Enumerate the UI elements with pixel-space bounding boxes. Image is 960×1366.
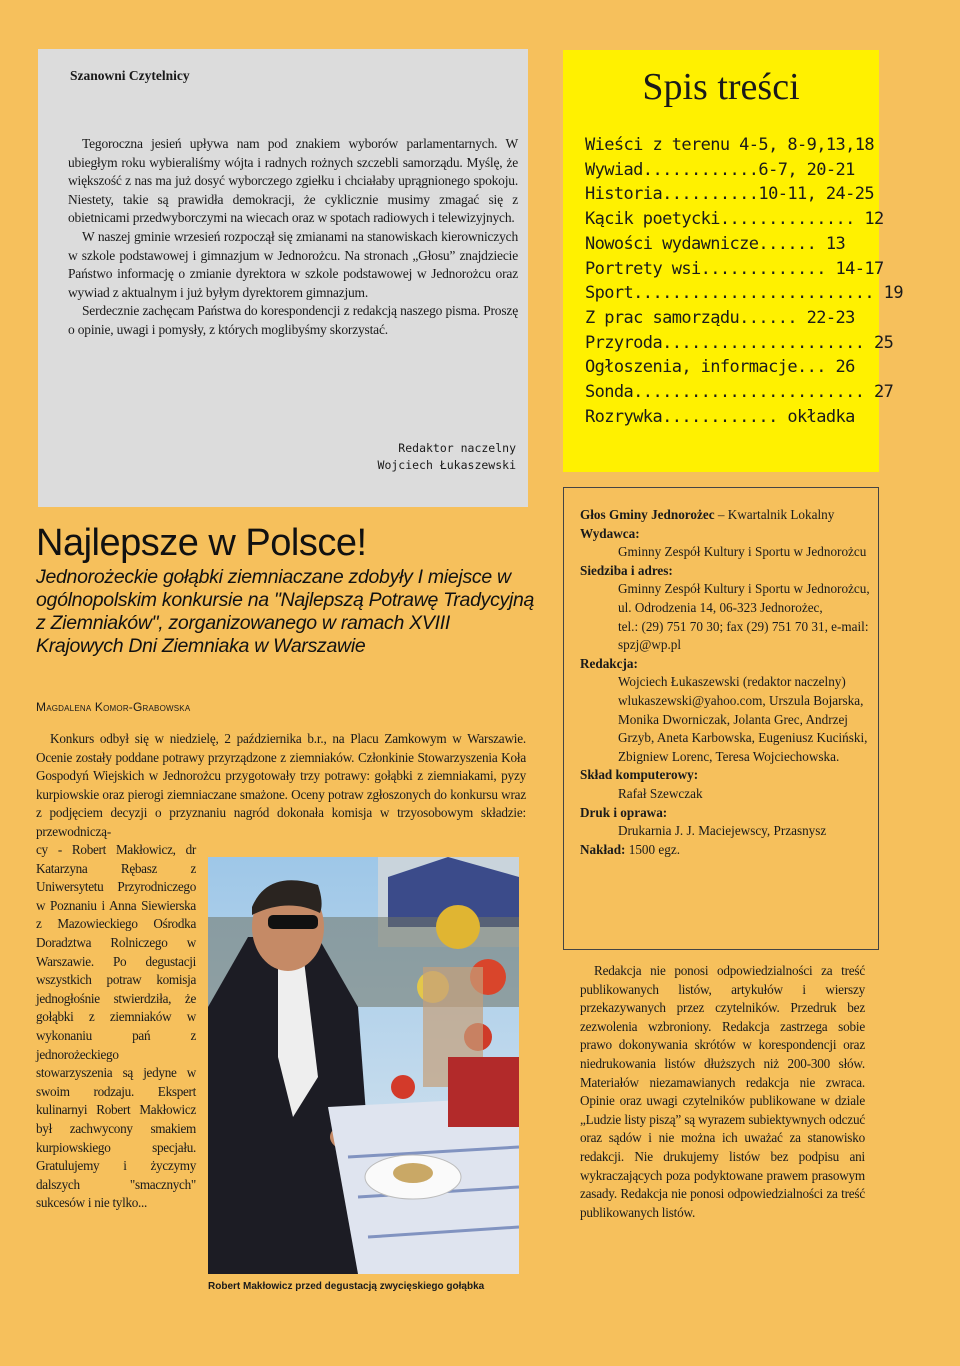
masthead-box [563,487,879,950]
article-lead: Jednorożeckie gołąbki ziemniaczane zdobyły I miejsce w ogólnopolskim konkursie na "Najlepszą Potrawę Tradycyjną z Ziemniaków", zorganizowanego w ramach XVIII Krajowych Dni Ziemniaka w Warszawie [36,566,535,657]
toc-item[interactable]: Wywiad............6-7, 20-21 [585,159,855,180]
publisher-label: Wydawca: [580,525,640,541]
signature-name: Wojciech Łukaszewski [377,458,516,472]
toc-item[interactable]: Przyroda..................... 25 [585,332,894,353]
toc-item[interactable]: Sonda........................ 27 [585,382,894,403]
editors-label: Redakcja: [580,655,638,671]
print-label: Druk i oprawa: [580,804,668,820]
photo-image [208,857,519,1274]
article-column-text: cy - Robert Makłowicz, dr Katarzyna Rębasz z Uniwersytetu Przyrodniczego w Poznaniu i Anna Siewierska z Mazowieckiego Ośrodka Doradztwa Rolniczego w Warszawie. Po degustacji wszystkich potraw komisja jednogłośnie stwierdziła, że gołąbki z ziemniaków w wykonaniu pań z jednorożeckiego stowarzyszenia są jedyne w swoim rodzaju. Ekspert kulinarnyi Robert Makłowicz był zachwycony smakiem kurpiowskiego specjału. Gratulujemy i życzymy dalszych "smacznych" sukcesów i nie tylko... [36,842,196,1211]
toc-title: Spis treści [642,66,800,108]
table-of-contents [563,50,903,472]
toc-item[interactable]: Nowości wydawnicze...... 13 [585,233,846,254]
toc-item[interactable]: Wieści z terenu 4-5, 8-9,13,18 [585,135,875,155]
signature-role: Redaktor naczelny [398,441,516,455]
toc-item[interactable]: Sport......................... 19 [585,283,903,304]
editorial-body [68,135,518,340]
print-run-label: Nakład: [580,841,626,857]
toc-item[interactable]: Z prac samorządu...... 22-23 [585,307,855,328]
photo-caption: Robert Makłowicz przed degustacją zwycięskiego gołąbka [208,1281,485,1292]
editorial-paragraph: Serdecznie zachęcam Państwa do korespondencji z redakcją naszego pisma. Proszę o opinie, uwagi i pomysły, z których moglibyśmy skorzystać. [68,303,518,337]
editors-value: Wojciech Łukaszewski (redaktor naczelny) wlukaszewski@yahoo.com, Urszula Bojarska, Monika Dworniczak, Jolanta Grec, Andrzej Grzyb, Aneta Karbowska, Eugeniusz Kuciński, Zbigniew Lorenc, Teresa Wojciechowska. [618,674,868,764]
toc-item[interactable]: Ogłoszenia, informacje... 26 [585,357,855,378]
address-label: Siedziba i adres: [580,562,673,578]
typeset-label: Skład komputerowy: [580,767,699,783]
article-paragraph: Konkurs odbył się w niedzielę, 2 października b.r., na Placu Zamkowym w Warszawie. Ocenie zostały poddane potrawy przyrządzone z ziemniaków. Członkinie Stowarzyszenia Koła Gospodyń Wiejskich w Jednorożcu przygotowały trzy potrawy: gołąbki z ziemniakami, pyzy kurpiowskie oraz pierogi ziemniaczane smażone. Oceny potraw zgłoszonych do konkursu wraz z podjęciem decyzji o przyznaniu nagród dokonała komisja w trzyosobowym składzie: przewodniczą- [36,731,526,839]
editorial-signature [378,440,516,474]
editorial-disclaimer [580,962,865,1222]
article-headline: Najlepsze w Polsce! [36,522,367,564]
toc-item[interactable]: Kącik poetycki.............. 12 [585,209,884,230]
article-intro [36,730,526,842]
article-photo [208,857,519,1274]
print-run-value: 1500 egz. [625,841,681,857]
editorial-paragraph: Tegoroczna jesień upływa nam pod znakiem wyborów parlamentarnych. W ubiegłym roku wybieraliśmy wójta i radnych rożnych szczebli samorządu. Myślę, że większość z nas ma już dosyć wyborczego zgiełku i chciałaby uprągnionego spokoju. Niestety, takie są prawidła demokracji, że cyklicznie musimy zmagać się z obietnicami przedwyborczymi na wiecach oraz w spotach radiowych i telewizyjnych. [68,136,518,226]
address-contact: tel.: (29) 751 70 30; fax (29) 751 70 31, e-mail: spzj@wp.pl [618,618,869,653]
editorial-box [38,49,528,507]
address-line: ul. Odrodzenia 14, 06-323 Jednorożec, [618,599,823,615]
publisher-value: Gminny Zespół Kultury i Sportu w Jednorożcu [618,544,867,560]
print-run-line [580,841,870,860]
toc-list [585,133,903,429]
toc-item[interactable]: Historia..........10-11, 24-25 [585,184,875,205]
disclaimer-text: Redakcja nie ponosi odpowiedzialności za treść publikowanych listów, artykułów i wierszy przekazywanych przez czytelników. Przedruk bez zezwolenia wzbroniony. Redakcja zastrzega sobie prawo dokonywania skrótów w korespondencji oraz niedrukowania listów dłuższych niż 200-300 słów. Materiałów niezamawianych redakcja nie zwraca. Opinie oraz uwagi czytelników publikowane w dziale „Ludzie listy piszą” są wyrazem subiektywnych odczuć oraz sądów i nie można ich uważać za stanowisko redakcji. Nie drukujemy listów bez podpisu ani wykraczających poza podyktowane prawem prasowym zasady. Redakcja nie ponosi odpowiedzialności za treść publikowanych listów. [580,963,865,1220]
toc-item[interactable]: Rozrywka............ okładka [585,406,855,427]
print-value: Drukarnia J. J. Maciejewscy, Przasnysz [618,823,827,839]
masthead-title: Głos Gminy Jednorożec [580,507,715,522]
editorial-greeting: Szanowni Czytelnicy [70,68,190,83]
address-line: Gminny Zespół Kultury i Sportu w Jednorożcu, [618,581,870,597]
masthead-content [580,506,870,859]
toc-item[interactable]: Portrety wsi............. 14-17 [585,258,884,279]
masthead-subtitle: – Kwartalnik Lokalny [714,507,835,522]
editorial-paragraph: W naszej gminie wrzesień rozpoczął się zmianami na stanowiskach kierowniczych w szkole podstawowej i gimnazjum w Jednorożcu. Na stronach „Głosu” znajdziecie Państwo informację o zmianie dyrektora w szkole podstawowej w Jednorożcu oraz wywiad z aktualnym i już byłym dyrektorem gimnazjum. [68,228,518,300]
article-author: Magdalena Komor-Grabowska [36,700,191,714]
masthead-title-line [580,506,870,525]
typeset-value: Rafał Szewczak [618,785,703,801]
